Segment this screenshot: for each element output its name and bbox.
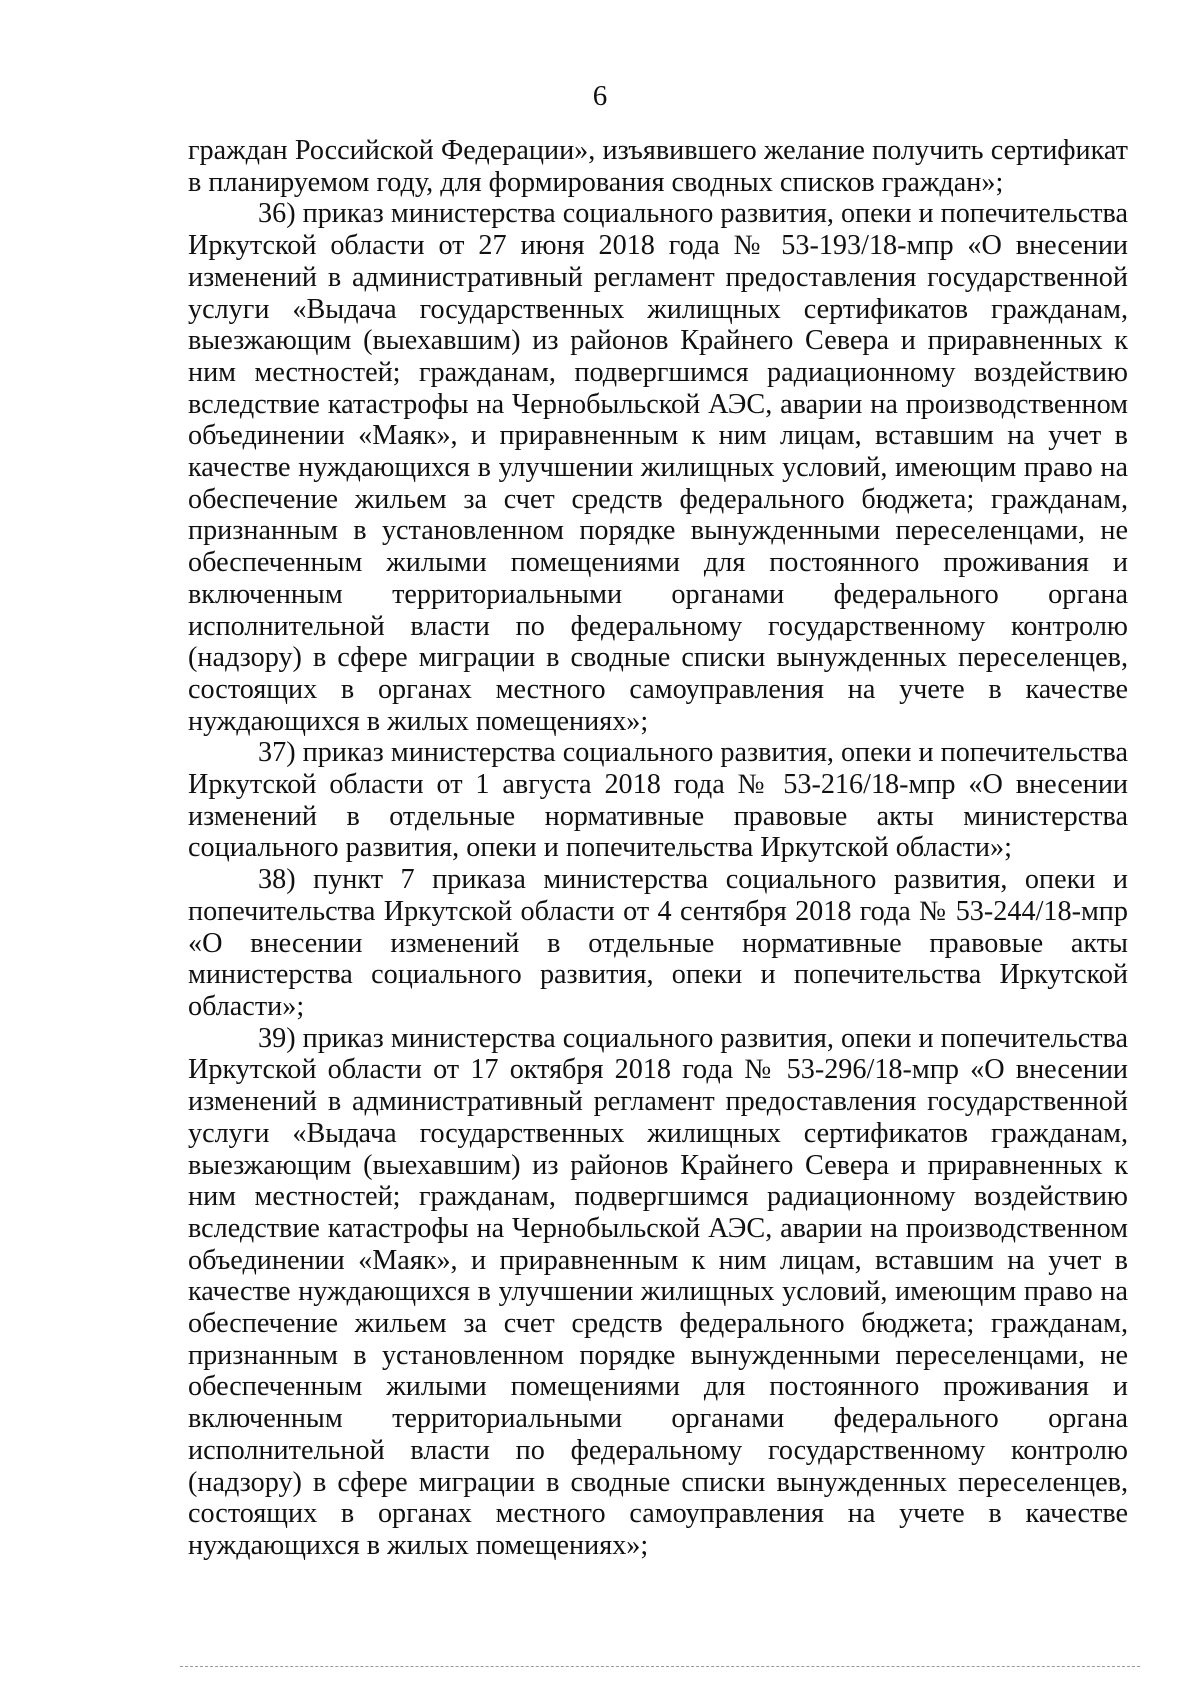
paragraph-item-39: 39) приказ министерства социального развития, опеки и попечительства Иркутской области от 17 октября 2018 года № 53-296/18-мпр «О внесении изменений в административный регламент предоставления государственной услуги «Выдача государственных жилищных сертификатов гражданам, выезжающим (выехавшим) из районов Крайнего Севера и приравненных к ним местностей; гражданам, подвергшимся радиационному воздействию вследствие катастрофы на Чернобыльской АЭС, аварии на производственном объединении «Маяк», и приравненным к ним лицам, вставшим на учет в качестве нуждающихся в улучшении жилищных условий, имеющим право на обеспечение жильем за счет средств федерального бюджета; гражданам, признанным в установленном порядке вынужденными переселенцами, не обеспеченным жилыми помещениями для постоянного проживания и включенным территориальными органами федерального органа исполнительной власти по федеральному государственному контролю (надзору) в сфере миграции в сводные списки вынужденных переселенцев, состоящих в органах местного самоуправления на учете в качестве нуждающихся в жилых помещениях»;	[188, 1022, 1128, 1561]
paragraph-continuation: граждан Российской Федерации», изъявившего желание получить сертификат в планируемом году, для формирования сводных списков граждан»;	[188, 135, 1128, 198]
document-body	[188, 135, 1128, 1562]
page-number: 6	[592, 80, 608, 112]
paragraph-item-38: 38) пункт 7 приказа министерства социального развития, опеки и попечительства Иркутской области от 4 сентября 2018 года № 53-244/18-мпр «О внесении изменений в отдельные нормативные правовые акты министерства социального развития, опеки и попечительства Иркутской области»;	[188, 864, 1128, 1022]
page-bottom-divider	[180, 1666, 1140, 1667]
paragraph-item-36: 36) приказ министерства социального развития, опеки и попечительства Иркутской области от 27 июня 2018 года № 53-193/18-мпр «О внесении изменений в административный регламент предоставления государственной услуги «Выдача государственных жилищных сертификатов гражданам, выезжающим (выехавшим) из районов Крайнего Севера и приравненных к ним местностей; гражданам, подвергшимся радиационному воздействию вследствие катастрофы на Чернобыльской АЭС, аварии на производственном объединении «Маяк», и приравненным к ним лицам, вставшим на учет в качестве нуждающихся в улучшении жилищных условий, имеющим право на обеспечение жильем за счет средств федерального бюджета; гражданам, признанным в установленном порядке вынужденными переселенцами, не обеспеченным жилыми помещениями для постоянного проживания и включенным территориальными органами федерального органа исполнительной власти по федеральному государственному контролю (надзору) в сфере миграции в сводные списки вынужденных переселенцев, состоящих в органах местного самоуправления на учете в качестве нуждающихся в жилых помещениях»;	[188, 198, 1128, 737]
paragraph-item-37: 37) приказ министерства социального развития, опеки и попечительства Иркутской области от 1 августа 2018 года № 53-216/18-мпр «О внесении изменений в отдельные нормативные правовые акты министерства социального развития, опеки и попечительства Иркутской области»;	[188, 737, 1128, 864]
